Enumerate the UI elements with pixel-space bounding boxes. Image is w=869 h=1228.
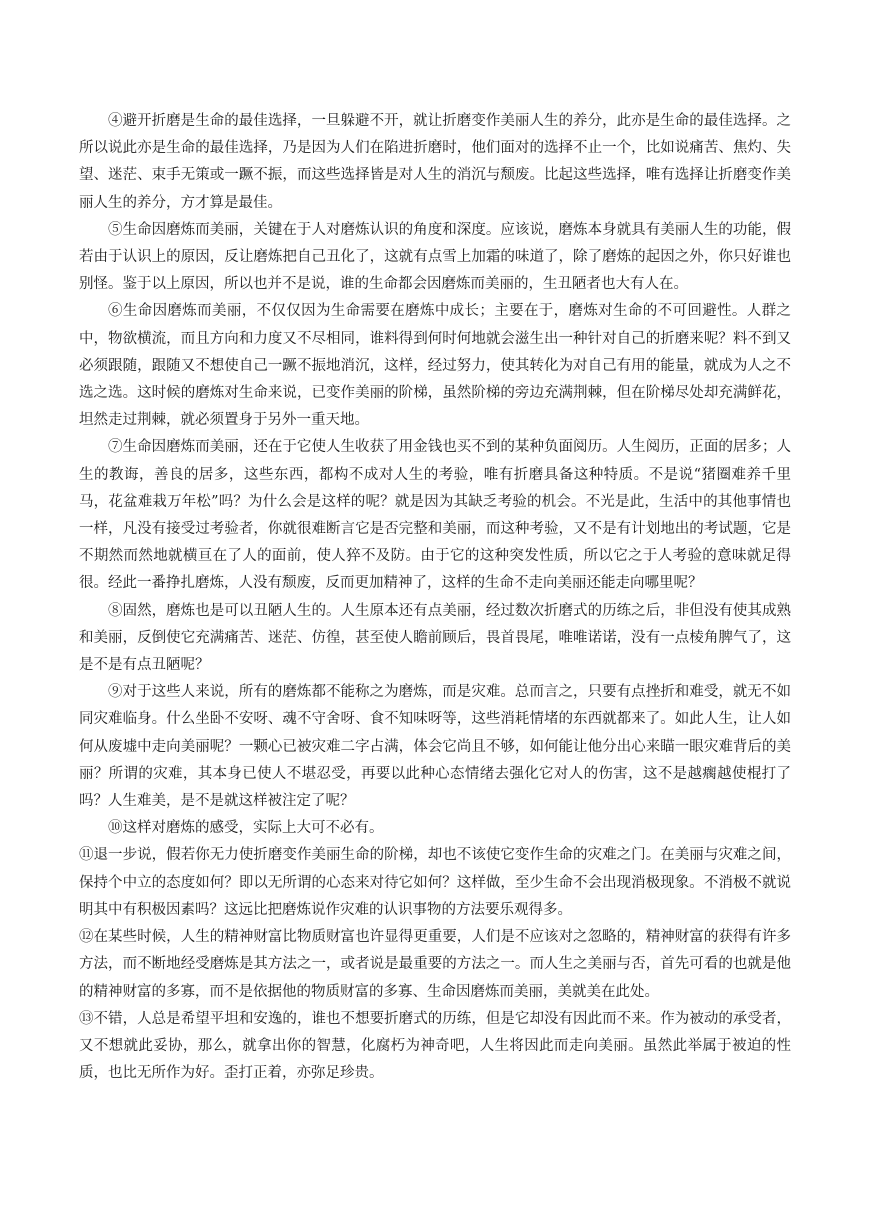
paragraph-7: ⑦生命因磨炼而美丽，还在于它使人生收获了用金钱也买不到的某种负面阅历。人生阅历，正面的居多；人生的教诲，善良的居多，这些东西，都构不成对人生的考验，唯有折磨具备这种特质。不是说“猪圈难养千里马，花盆难栽万年松”吗？为什么会是这样的呢？就是因为其缺乏考验的机会。不光是此，生活中的其他事情也一样，凡没有接受过考验者，你就很难断言它是否完整和美丽，而这种考验，又不是有计划地出的考试题，它是不期然而然地就横亘在了人的面前，使人猝不及防。由于它的这种突发性质，所以它之于人考验的意味就足得很。经此一番挣扎磨炼，人没有颓废，反而更加精神了，这样的生命不走向美丽还能走向哪里呢？	[79, 439, 791, 592]
paragraph-12: ⑫在某些时候，人生的精神财富比物质财富也许显得更重要，人们是不应该对之忽略的，精神财富的获得有许多方法，而不断地经受磨炼是其方法之一，或者说是最重要的方法之一。而人生之美丽与否，首先可看的也就是他的精神财富的多寡，而不是依据他的物质财富的多寡、生命因磨炼而美丽，美就美在此处。	[79, 929, 791, 1000]
document-body	[79, 108, 791, 1087]
paragraph-9: ⑨对于这些人来说，所有的磨炼都不能称之为磨炼，而是灾难。总而言之，只要有点挫折和难受，就无不如同灾难临身。什么坐卧不安呀、魂不守舍呀、食不知味呀等，这些消耗情堵的东西就都来了。如此人生，让人如何从废墟中走向美丽呢？一颗心已被灾难二字占满，体会它尚且不够，如何能让他分出心来瞄一眼灾难背后的美丽？所谓的灾难，其本身已使人不堪忍受，再要以此种心态情绪去强化它对人的伤害，这不是越瘸越使棍打了吗？人生难美，是不是就这样被注定了呢？	[79, 684, 791, 810]
paragraph-13: ⑬不错，人总是希望平坦和安逸的，谁也不想要折磨式的历练，但是它却没有因此而不来。作为被动的承受者，又不想就此妥协，那么，就拿出你的智慧，化腐朽为神奇吧，人生将因此而走向美丽。虽然此举属于被迫的性质，也比无所作为好。歪打正着，亦弥足珍贵。	[79, 1010, 791, 1082]
paragraph-4: ④避开折磨是生命的最佳选择，一旦躲避不开，就让折磨变作美丽人生的养分，此亦是生命的最佳选择。之所以说此亦是生命的最佳选择，乃是因为人们在陷进折磨时，他们面对的选择不止一个，比如说痛苦、焦灼、失望、迷茫、束手无策或一蹶不振，而这些选择皆是对人生的消沉与颓废。比起这些选择，唯有选择让折磨变作美丽人生的养分，方才算是最佳。	[79, 113, 791, 211]
paragraph-8: ⑧固然，磨炼也是可以丑陋人生的。人生原本还有点美丽，经过数次折磨式的历练之后，非但没有使其成熟和美丽，反倒使它充满痛苦、迷茫、仿徨，甚至使人瞻前顾后，畏首畏尾，唯唯诺诺，没有一点棱角脾气了，这是不是有点丑陋呢？	[79, 602, 791, 674]
paragraph-6: ⑥生命因磨炼而美丽，不仅仅因为生命需要在磨炼中成长；主要在于，磨炼对生命的不可回避性。人群之中，物欲横流，而且方向和力度又不尽相同，谁料得到何时何地就会滋生出一种针对自己的折磨来呢？料不到又必须跟随，跟随又不想使自己一蹶不振地消沉，这样，经过努力，使其转化为对自己有用的能量，就成为人之不选之选。这时候的磨炼对生命来说，已变作美丽的阶梯，虽然阶梯的旁边充满荆棘，但在阶梯尽处却充满鲜花，坦然走过荆棘，就必须置身于另外一重天地。	[79, 303, 791, 429]
paragraph-10: ⑩这样对磨炼的感受，实际上大可不必有。	[108, 820, 384, 837]
paragraph-11: ⑪退一步说，假若你无力使折磨变作美丽生命的阶梯，却也不该使它变作生命的灾难之门。在美丽与灾难之间，保持个中立的态度如何？即以无所谓的心态来对待它如何？这样做，至少生命不会出现消极现象。不消极不就说明其中有积极因素吗？这远比把磨炼说作灾难的认识事物的方法要乐观得多。	[79, 847, 791, 918]
paragraph-5: ⑤生命因磨炼而美丽，关键在于人对磨炼认识的角度和深度。应该说，磨炼本身就具有美丽人生的功能，假若由于认识上的原因，反让磨炼把自己丑化了，这就有点雪上加霜的味道了，除了磨炼的起因之外，你只好谁也别怪。鉴于以上原因，所以也并不是说，谁的生命都会因磨炼而美丽的，生丑陋者也大有人在。	[79, 221, 791, 293]
